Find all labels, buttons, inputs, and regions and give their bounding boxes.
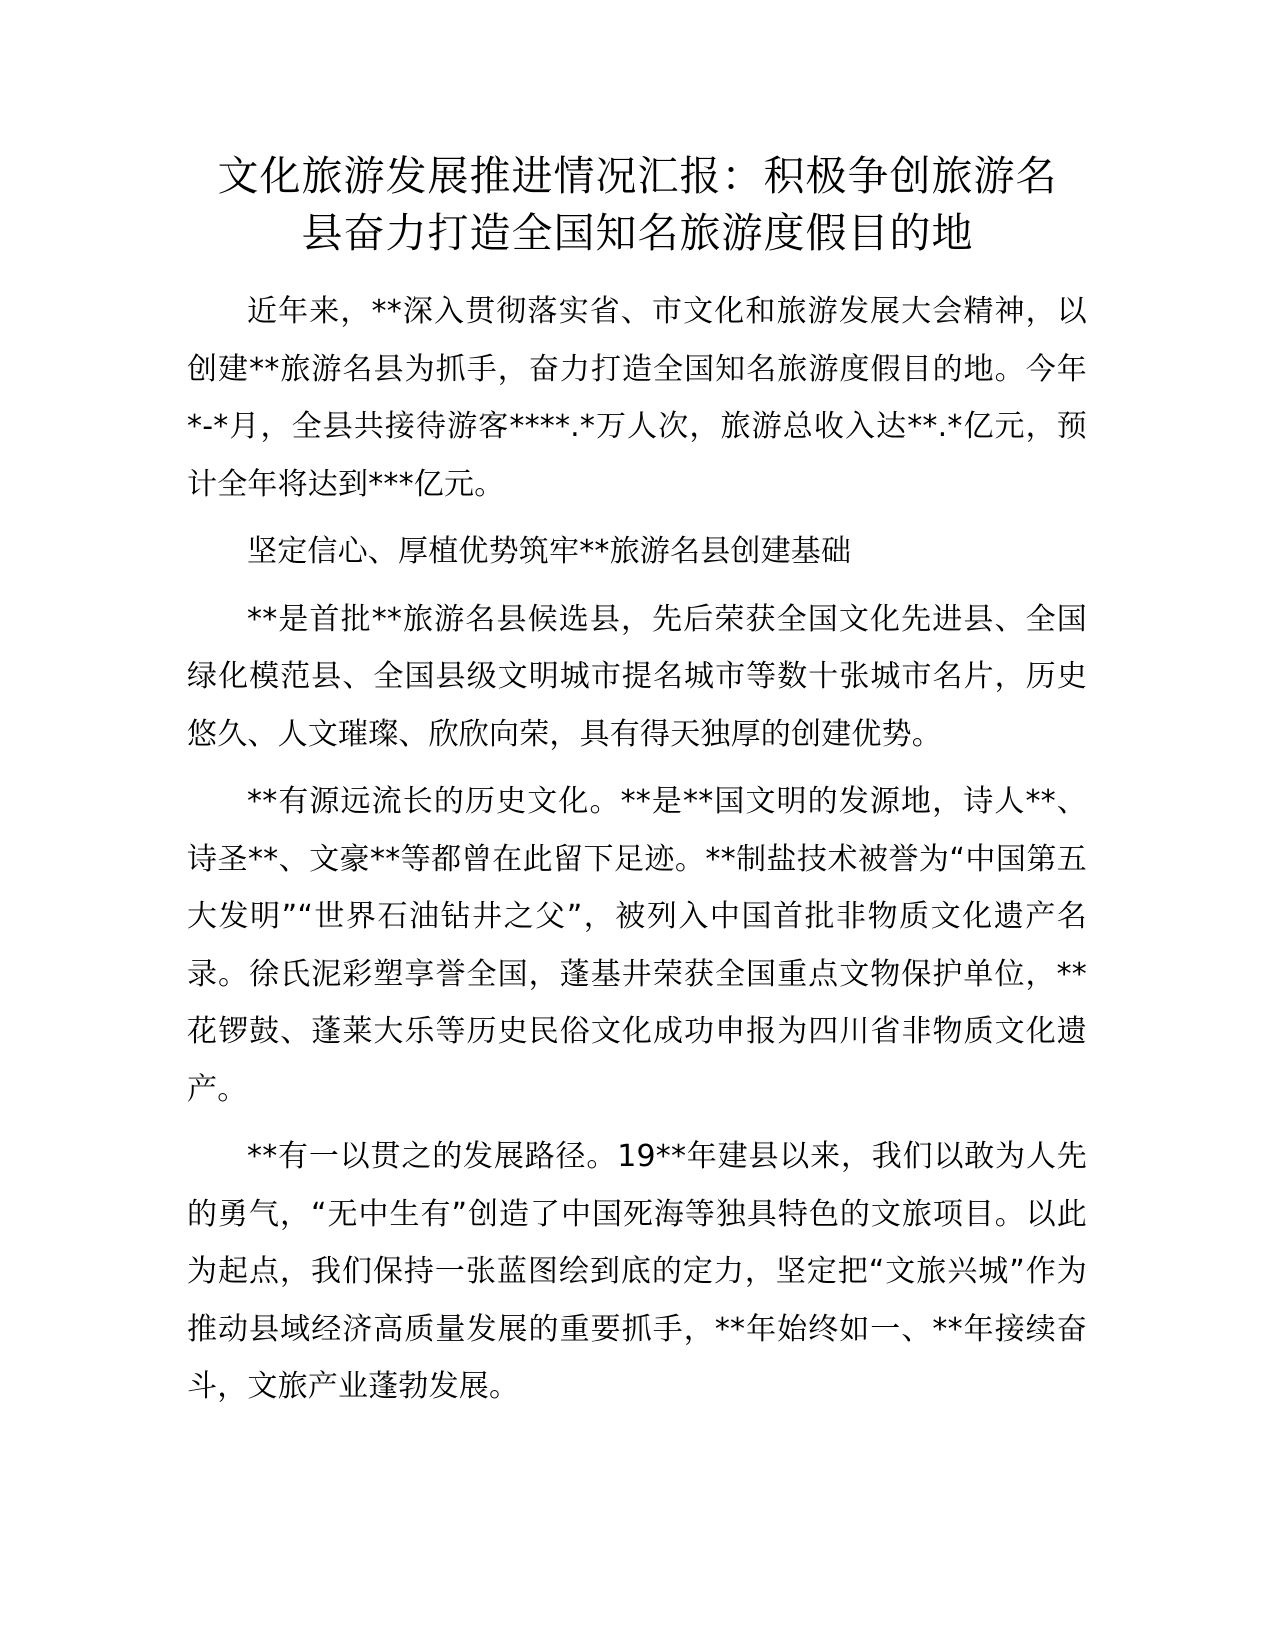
title-line-1: 文化旅游发展推进情况汇报：积极争创旅游名	[217, 152, 1058, 200]
paragraph-development: **有一以贯之的发展路径。19**年建县以来，我们以敢为人先的勇气，“无中生有”创造了中国死海等独具特色的文旅项目。以此为起点，我们保持一张蓝图绘到底的定力，坚定把“文旅兴城”作为推动县域经济高质量发展的重要抓手，**年始终如一、**年接续奋斗，文旅产业蓬勃发展。	[187, 1139, 1087, 1404]
paragraph-intro: 近年来，**深入贯彻落实省、市文化和旅游发展大会精神，以创建**旅游名县为抓手，奋力打造全国知名旅游度假目的地。今年*-*月，全县共接待游客****.*万人次，旅游总收入达**.*亿元，预计全年将达到***亿元。	[187, 294, 1087, 502]
paragraph-history: **有源远流长的历史文化。**是**国文明的发源地，诗人**、诗圣**、文豪**等都曾在此留下足迹。**制盐技术被誉为“中国第五大发明”“世界石油钻井之父”，被列入中国首批非物质文化遗产名录。徐氏泥彩塑享誉全国，蓬基井荣获全国重点文物保护单位，**花锣鼓、蓬莱大乐等历史民俗文化成功申报为四川省非物质文化遗产。	[187, 784, 1087, 1107]
document-body	[187, 283, 1087, 1426]
title-line-2: 县奋力打造全国知名旅游度假目的地	[301, 209, 974, 257]
paragraph-overview: **是首批**旅游名县候选县，先后荣获全国文化先进县、全国绿化模范县、全国县级文明城市提名城市等数十张城市名片，历史悠久、人文璀璨、欣欣向荣，具有得天独厚的创建优势。	[187, 601, 1087, 752]
document-title	[180, 148, 1095, 262]
section-heading: 坚定信心、厚植优势筑牢**旅游名县创建基础	[247, 534, 852, 569]
